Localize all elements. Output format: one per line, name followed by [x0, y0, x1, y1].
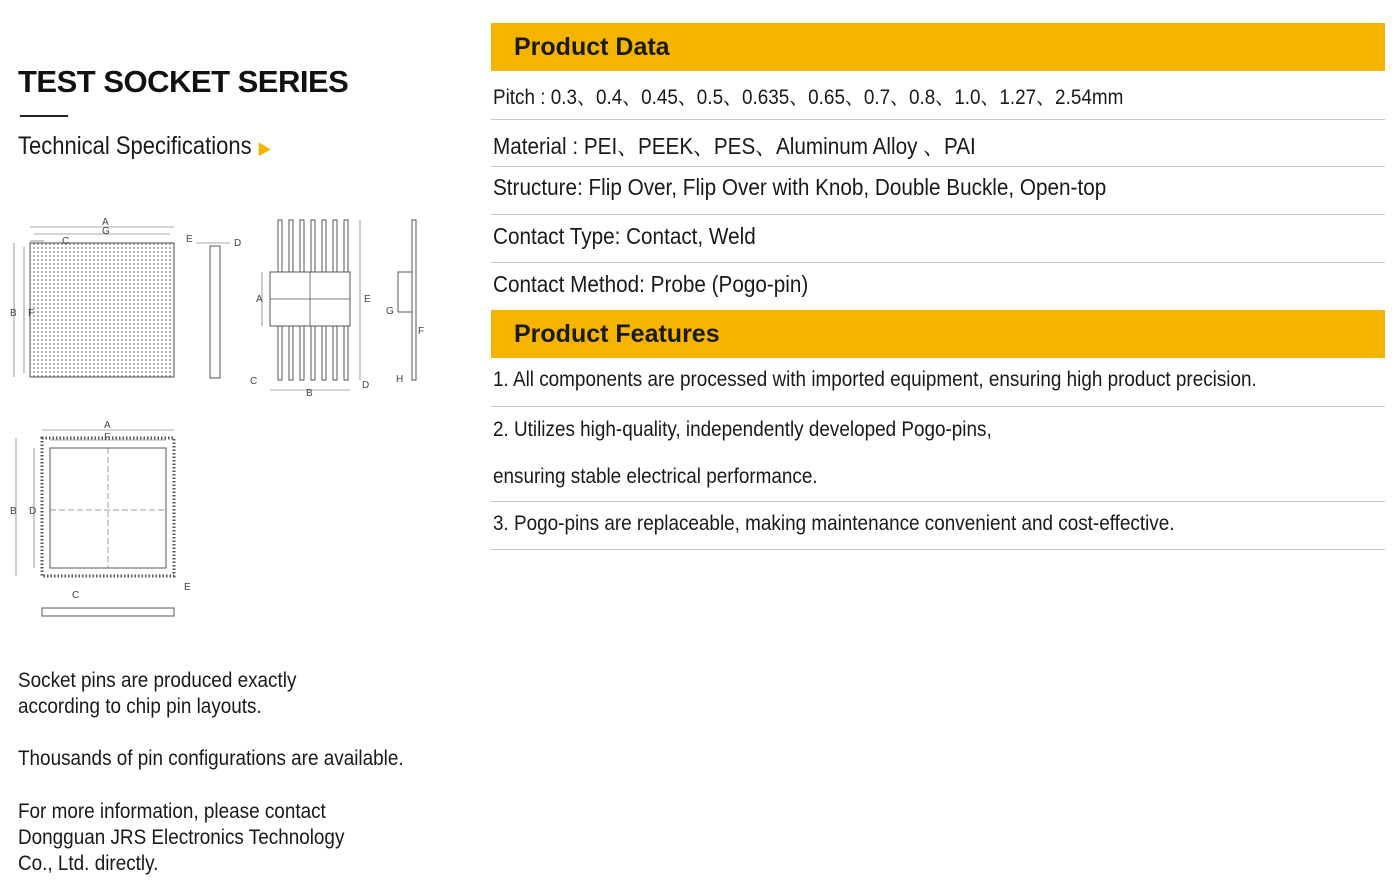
pitch-text: Pitch : 0.3、0.4、0.45、0.5、0.635、0.65、0.7、0.8、1.0、1.27、2.54mm [493, 86, 1124, 109]
feature-item [491, 406, 1385, 454]
dim-label-d-3: D [29, 506, 37, 517]
product-features-banner [491, 310, 1385, 358]
qfn-top-view-drawing [10, 420, 191, 616]
bga-top-view-drawing [10, 217, 174, 377]
note-line: Co., Ltd. directly. [18, 852, 159, 875]
dim-label-b-3: B [10, 506, 17, 517]
bga-side-view-drawing [186, 234, 241, 378]
feature-text: 3. Pogo-pins are replaceable, making maintenance convenient and cost-effective. [493, 512, 1175, 535]
contact-type-text: Contact Type: Contact, Weld [493, 223, 756, 249]
feature-text: ensuring stable electrical performance. [493, 465, 818, 488]
dim-label-g-2: G [386, 306, 394, 317]
dim-label-c-3: C [72, 590, 80, 601]
material-text: Material : PEI、PEEK、PES、Aluminum Alloy 、PAI [493, 133, 976, 159]
note-line: Dongguan JRS Electronics Technology [18, 826, 345, 849]
dim-label-f: F [28, 308, 35, 319]
dim-label-c: C [62, 236, 70, 247]
dim-label-f-3: F [104, 432, 111, 443]
dim-label-e: E [186, 234, 193, 245]
row-pitch [491, 71, 1385, 120]
note-pin-layout [18, 668, 296, 720]
dim-label-a-2: A [256, 294, 263, 305]
socket-drawings [0, 210, 440, 640]
product-data-heading: Product Data [514, 33, 670, 61]
product-features-heading: Product Features [514, 320, 720, 348]
dim-label-e-3: E [184, 582, 191, 593]
feature-text: 1. All components are processed with imported equipment, ensuring high product precision. [493, 368, 1257, 391]
feature-item [491, 358, 1385, 407]
left-panel [10, 0, 468, 886]
dim-label-e-2: E [364, 294, 371, 305]
dim-label-g: G [102, 226, 110, 237]
row-structure [491, 166, 1385, 215]
row-material [491, 119, 1385, 167]
feature-text: 2. Utilizes high-quality, independently developed Pogo-pins, [493, 418, 992, 441]
dim-label-a-3: A [104, 420, 111, 431]
contact-method-text: Contact Method: Probe (Pogo-pin) [493, 271, 809, 297]
pin-package-side-view-drawing [386, 220, 424, 385]
dim-label-b-2: B [306, 388, 313, 399]
dim-label-h: H [396, 374, 404, 385]
note-configurations [18, 746, 404, 772]
arrow-right-icon: ▶ [258, 138, 271, 158]
dim-label-c-2: C [250, 376, 258, 387]
note-line: Thousands of pin configurations are available. [18, 747, 404, 770]
pin-package-drawing [250, 220, 371, 399]
note-line: Socket pins are produced exactly [18, 669, 297, 692]
series-title: TEST SOCKET SERIES [18, 64, 349, 99]
dim-label-a: A [102, 217, 109, 228]
dim-label-d-2: D [362, 380, 370, 391]
row-contact-method [491, 262, 1385, 308]
structure-text: Structure: Flip Over, Flip Over with Knob, Double Buckle, Open-top [493, 174, 1107, 200]
spec-title-text: Technical Specifications [18, 132, 252, 160]
technical-specifications-heading [18, 132, 271, 161]
note-line: according to chip pin layouts. [18, 695, 262, 718]
product-data-banner [491, 23, 1385, 71]
dim-label-d: D [234, 238, 242, 249]
row-contact-type [491, 214, 1385, 263]
title-divider [20, 115, 68, 117]
feature-item-continued [491, 454, 1385, 502]
note-contact [18, 799, 344, 877]
note-line: For more information, please contact [18, 800, 326, 823]
dim-label-b: B [10, 308, 17, 319]
feature-item [491, 501, 1385, 550]
dim-label-f-2: F [418, 326, 425, 337]
